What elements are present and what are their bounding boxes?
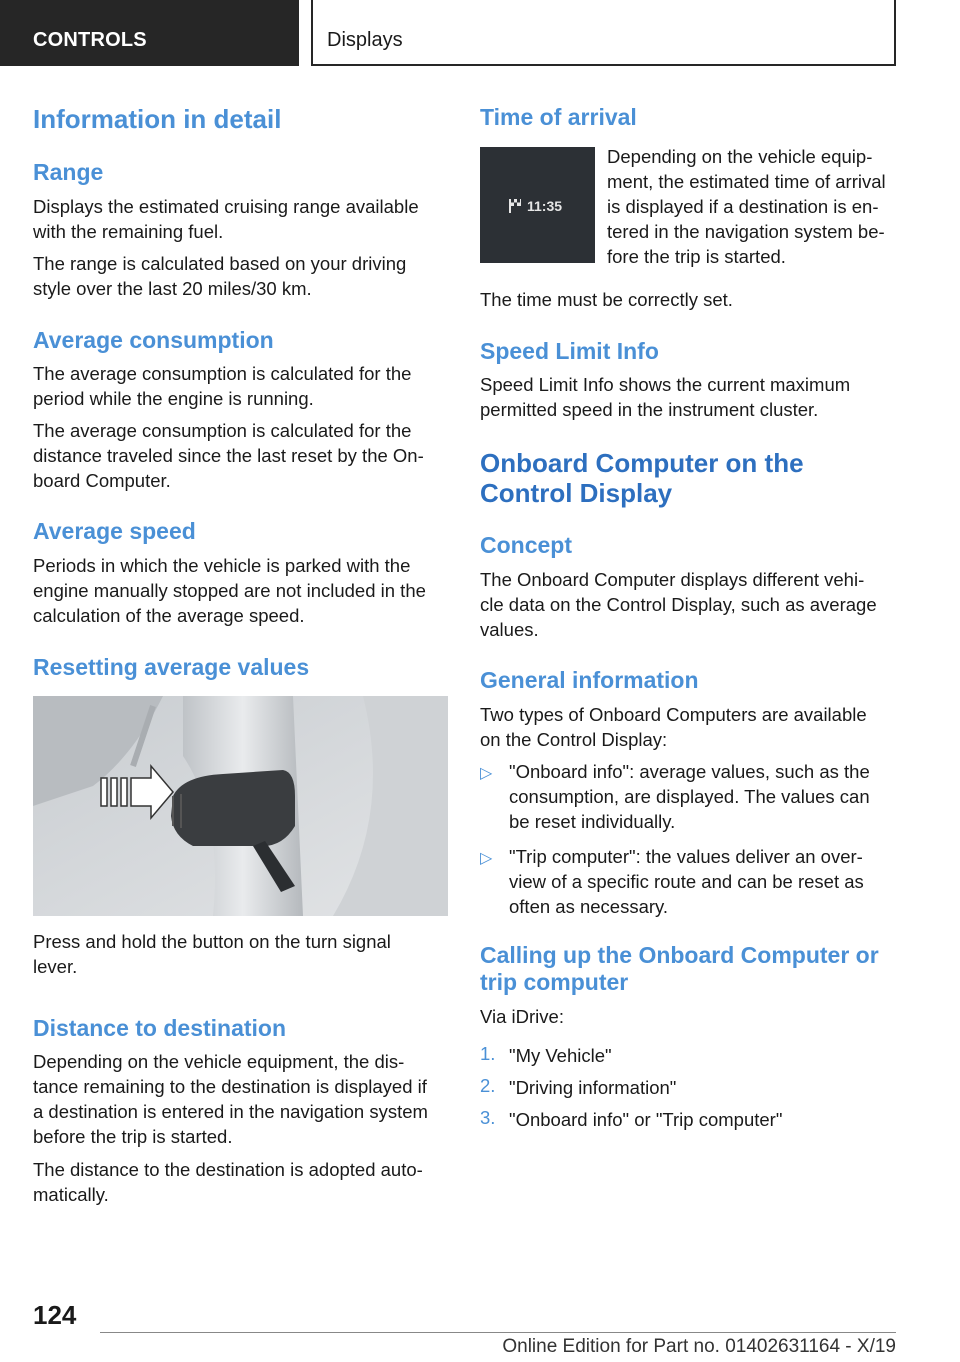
calling-intro: Via iDrive:: [480, 1006, 564, 1027]
heading-speed-limit: Speed Limit Info: [480, 338, 659, 364]
consumption-text-1: The average consumption is calculated for the period while the engine is running.: [33, 363, 412, 409]
page-title: Information in detail: [33, 104, 282, 134]
heading-onboard-computer: Onboard Computer on the Control Display: [480, 448, 804, 508]
heading-range: Range: [33, 159, 104, 185]
arrival-time-image: [480, 147, 595, 263]
general-text: Two types of Onboard Computers are available on the Control Display:: [480, 704, 867, 750]
distance-text-1: Depending on the vehicle equipment, the dis‐ tance remaining to the destination is displayed if a destination is entered in the navigation system before the trip is started.: [33, 1051, 428, 1147]
turn-signal-lever-image: [33, 696, 448, 916]
reset-caption: Press and hold the button on the turn signal lever.: [33, 931, 391, 977]
heading-average-speed: Average speed: [33, 518, 196, 544]
arrival-flag-icon: [480, 147, 595, 263]
bullet-icon: ▷: [480, 850, 493, 867]
range-text-1: Displays the estimated cruising range available with the remaining fuel.: [33, 196, 419, 242]
footer-divider: [100, 1332, 896, 1333]
page-number: 124: [33, 1300, 77, 1330]
bullet-icon: ▷: [480, 765, 493, 782]
step-number: 3.: [480, 1107, 496, 1128]
bullet-item-onboard-info: "Onboard info": average values, such as the consumption, are displayed. The values can be reset individually.: [509, 761, 870, 832]
heading-distance: Distance to destination: [33, 1015, 287, 1041]
step-item: "My Vehicle": [509, 1045, 612, 1066]
speed-text: Periods in which the vehicle is parked with the engine manually stopped are not included in the calculation of the average speed.: [33, 555, 426, 626]
step-number: 2.: [480, 1075, 496, 1096]
chapter-box: [311, 0, 896, 66]
section-tab: [0, 0, 299, 66]
step-item: "Driving information": [509, 1077, 677, 1098]
consumption-text-2: The average consumption is calculated for the distance traveled since the last reset by the On‐ board Computer.: [33, 420, 424, 491]
section-label: CONTROLS: [33, 29, 147, 51]
heading-concept: Concept: [480, 532, 572, 558]
arrival-text-2: The time must be correctly set.: [480, 289, 733, 310]
range-text-2: The range is calculated based on your driving style over the last 20 miles/30 km.: [33, 253, 407, 299]
concept-text: The Onboard Computer displays different vehi‐ cle data on the Control Display, such as average values.: [480, 569, 877, 640]
heading-calling-up: Calling up the Onboard Computer or trip computer: [480, 942, 879, 995]
step-item: "Onboard info" or "Trip computer": [509, 1109, 783, 1130]
edition-note: Online Edition for Part no. 01402631164 - X/19: [502, 1336, 896, 1357]
heading-general-information: General information: [480, 667, 699, 693]
step-number: 1.: [480, 1043, 496, 1064]
arrival-text-1: Depending on the vehicle equip‐ ment, the estimated time of arrival is displayed if a destination is en‐ tered in the navigation system be‐ fore the trip is started.: [607, 146, 886, 267]
distance-text-2: The distance to the destination is adopted auto‐ matically.: [33, 1159, 423, 1205]
arrival-clock-text: 11:35: [527, 198, 563, 214]
heading-time-of-arrival: Time of arrival: [480, 104, 637, 130]
lever-illustration: [33, 696, 448, 916]
heading-resetting: Resetting average values: [33, 654, 310, 680]
chapter-label: Displays: [327, 29, 403, 51]
speed-limit-text: Speed Limit Info shows the current maximum permitted speed in the instrument cluster.: [480, 374, 851, 420]
bullet-item-trip-computer: "Trip computer": the values deliver an over‐ view of a specific route and can be reset as often as necessary.: [509, 846, 864, 917]
heading-average-consumption: Average consumption: [33, 327, 274, 353]
